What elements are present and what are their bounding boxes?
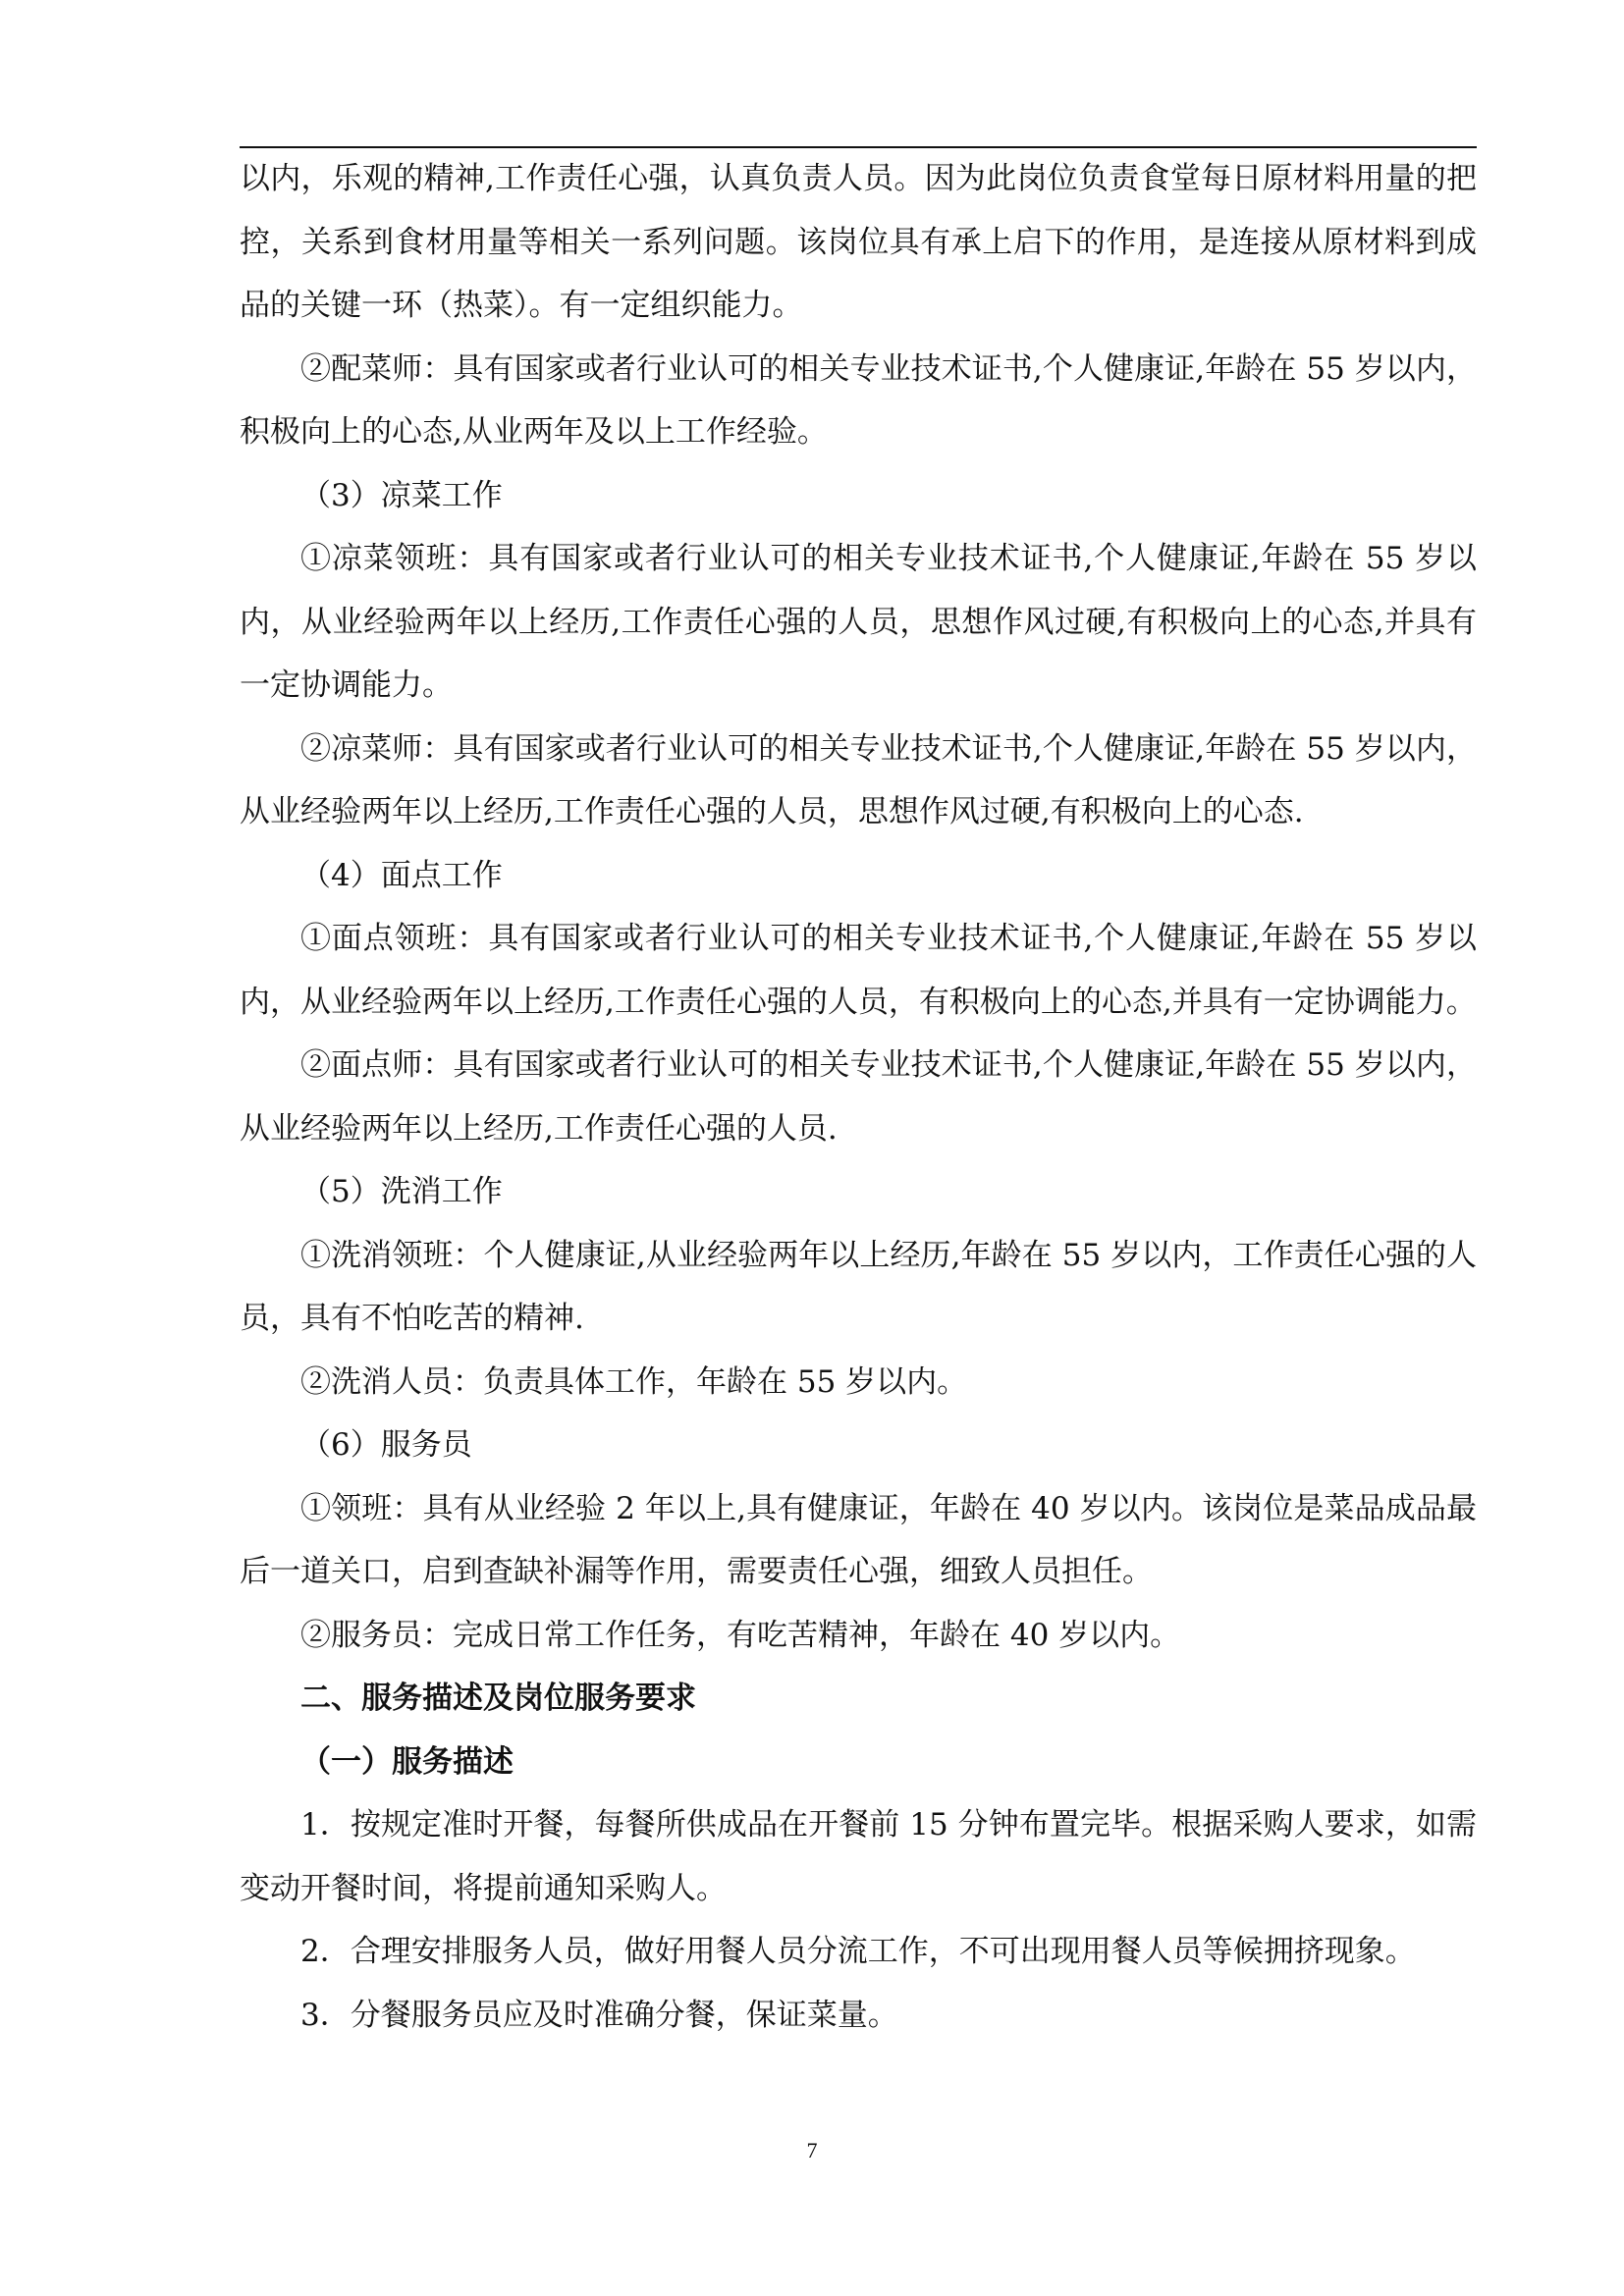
paragraph-pastry-foreman: ①面点领班：具有国家或者行业认可的相关专业技术证书,个人健康证,年龄在 55 岁以内，从业经验两年以上经历,工作责任心强的人员，有积极向上的心态,并具有一定协调能力。 [240,921,1477,1020]
paragraph-pastry-chef: ②面点师：具有国家或者行业认可的相关专业技术证书,个人健康证,年龄在 55 岁以内，从业经验两年以上经历,工作责任心强的人员. [240,1047,1477,1147]
paragraph-waiter-foreman: ①领班：具有从业经验 2 年以上,具有健康证，年龄在 40 岁以内。该岗位是菜品成品最后一道关口，启到查缺补漏等作用，需要责任心强，细致人员担任。 [240,1490,1477,1589]
list-item-1: 1．按规定准时开餐，每餐所供成品在开餐前 15 分钟布置完毕。根据采购人要求，如需变动开餐时间，将提前通知采购人。 [240,1807,1477,1906]
body-text [240,147,1477,2047]
list-item-3: 3．分餐服务员应及时准确分餐，保证菜量。 [300,1997,898,2033]
paragraph-waiter: ②服务员：完成日常工作任务，有吃苦精神，年龄在 40 岁以内。 [300,1617,1181,1653]
list-item-2: 2．合理安排服务人员，做好用餐人员分流工作，不可出现用餐人员等候拥挤现象。 [300,1934,1416,1969]
paragraph-washing-staff: ②洗消人员：负责具体工作，年龄在 55 岁以内。 [300,1363,968,1400]
paragraph-side-dish-chef: ②配菜师：具有国家或者行业认可的相关专业技术证书,个人健康证,年龄在 55 岁以内，积极向上的心态,从业两年及以上工作经验。 [240,350,1477,450]
page-number: 7 [806,2138,818,2163]
section-heading-service-requirements: 二、服务描述及岗位服务要求 [300,1681,696,1716]
subsection-waiters: （6）服务员 [300,1427,472,1463]
paragraph-cold-dish-foreman: ①凉菜领班：具有国家或者行业认可的相关专业技术证书,个人健康证,年龄在 55 岁以内，从业经验两年以上经历,工作责任心强的人员，思想作风过硬,有积极向上的心态,并具有一定协调能力。 [240,541,1477,703]
subsection-cold-dish-work: （3）凉菜工作 [300,477,503,513]
paragraph-continuation: 以内，乐观的精神,工作责任心强，认真负责人员。因为此岗位负责食堂每日原材料用量的把控，关系到食材用量等相关一系列问题。该岗位具有承上启下的作用，是连接从原材料到成品的关键一环（热菜）。有一定组织能力。 [240,161,1477,323]
subsection-washing-work: （5）洗消工作 [300,1174,503,1209]
subheading-service-description: （一）服务描述 [300,1743,514,1780]
paragraph-cold-dish-chef: ②凉菜师：具有国家或者行业认可的相关专业技术证书,个人健康证,年龄在 55 岁以内，从业经验两年以上经历,工作责任心强的人员，思想作风过硬,有积极向上的心态. [240,730,1477,829]
subsection-pastry-work: （4）面点工作 [300,857,503,893]
paragraph-washing-foreman: ①洗消领班：个人健康证,从业经验两年以上经历,年龄在 55 岁以内，工作责任心强的人员，具有不怕吃苦的精神. [240,1237,1477,1336]
